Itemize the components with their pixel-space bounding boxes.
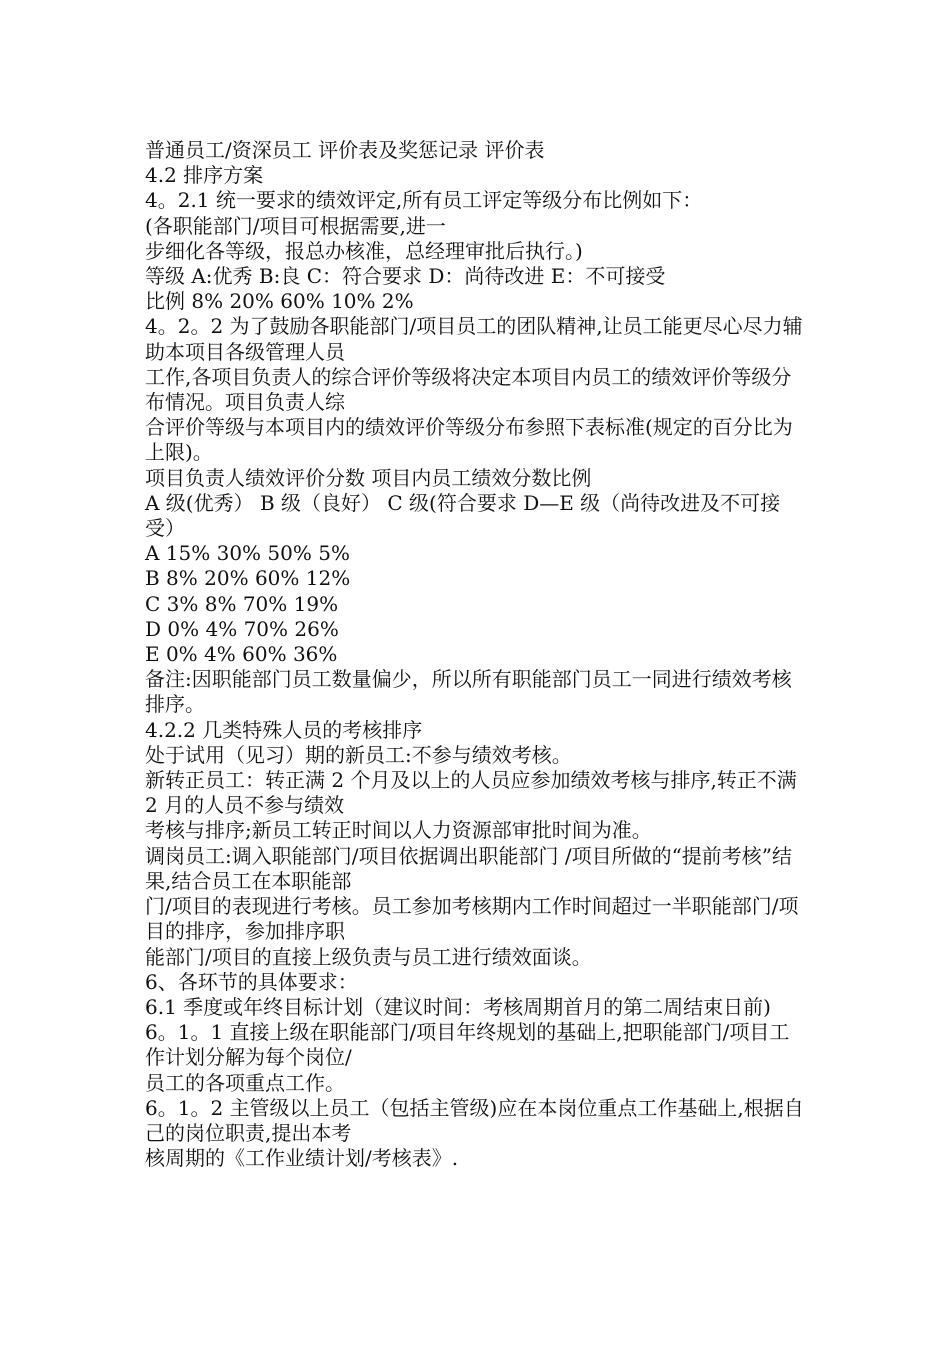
table-header-row: A 级(优秀） B 级（良好） C 级(符合要求 D—E 级（尚待改进及不可接受） bbox=[145, 490, 781, 541]
clause-4-2-2-cont: 工作,各项目负责人的综合评价等级将决定本项目内员工的绩效评价等级分布情况。项目负责人综 bbox=[145, 364, 792, 415]
new-regular-rule-cont: 考核与排序;新员工转正时间以人力资源部审批时间为准。 bbox=[145, 818, 652, 843]
section-heading-6: 6、各环节的具体要求： bbox=[145, 969, 358, 994]
clause-4-2-1-note-cont: 步细化各等级，报总办核准，总经理审批后执行。) bbox=[145, 238, 583, 263]
grade-row: 等级 A:优秀 B:良 C：符合要求 D：尚待改进 E：不可接受 bbox=[145, 264, 666, 289]
clause-4-2-2: 4。2。2 为了鼓励各职能部门/项目员工的团队精神,让员工能更尽心尽力辅助本项目各级管理人员 bbox=[145, 314, 803, 364]
transfer-rule-cont-2: 能部门/项目的直接上级负责与员工进行绩效面谈。 bbox=[145, 944, 592, 969]
clause-6-1: 6.1 季度或年终目标计划（建议时间：考核周期首月的第二周结束日前) bbox=[145, 994, 771, 1019]
doc-heading: 普通员工/资深员工 评价表及奖惩记录 评价表 bbox=[145, 138, 545, 162]
table-row-e: E 0% 4% 60% 36% bbox=[145, 642, 338, 667]
clause-6-1-2-cont: 核周期的《工作业绩计划/考核表》. bbox=[145, 1146, 459, 1171]
new-regular-rule: 新转正员工：转正满 2 个月及以上的人员应参加绩效考核与排序,转正不满 2 月的人员不参与绩效 bbox=[145, 768, 804, 818]
remark: 备注:因职能部门员工数量偏少，所以所有职能部门员工一同进行绩效考核排序。 bbox=[145, 667, 792, 717]
clause-6-1-1: 6。1。1 直接上级在职能部门/项目年终规划的基础上,把职能部门/项目工作计划分解为每个岗位/ bbox=[145, 1020, 790, 1070]
ratio-row: 比例 8% 20% 60% 10% 2% bbox=[145, 289, 414, 314]
clause-6-1-1-cont: 员工的各项重点工作。 bbox=[145, 1070, 345, 1095]
clause-4-2-2-cont-2: 合评价等级与本项目内的绩效评价等级分布参照下表标准(规定的百分比为上限)。 bbox=[145, 415, 793, 465]
section-heading-4-2: 4.2 排序方案 bbox=[145, 163, 264, 188]
clause-4-2-1: 4。2.1 统一要求的绩效评定,所有员工评定等级分布比例如下： bbox=[145, 188, 703, 213]
table-row-d: D 0% 4% 70% 26% bbox=[145, 616, 339, 641]
clause-6-1-2: 6。1。2 主管级以上员工（包括主管级)应在本岗位重点工作基础上,根据自己的岗位职责,提出本考 bbox=[145, 1095, 804, 1145]
section-heading-special: 4.2.2 几类特殊人员的考核排序 bbox=[145, 717, 423, 742]
table-title: 项目负责人绩效评价分数 项目内员工绩效分数比例 bbox=[145, 465, 592, 490]
table-row-b: B 8% 20% 60% 12% bbox=[145, 566, 351, 591]
document-body bbox=[145, 138, 805, 1171]
probation-rule: 处于试用（见习）期的新员工:不参与绩效考核。 bbox=[145, 742, 572, 767]
clause-4-2-1-note: (各职能部门/项目可根据需要,进一 bbox=[145, 213, 446, 238]
table-row-c: C 3% 8% 70% 19% bbox=[145, 591, 339, 616]
table-row-a: A 15% 30% 50% 5% bbox=[145, 541, 350, 566]
transfer-rule: 调岗员工:调入职能部门/项目依据调出职能部门 /项目所做的“提前考核”结果,结合员工在本职能部 bbox=[145, 843, 793, 893]
transfer-rule-cont: 门/项目的表现进行考核。员工参加考核期内工作时间超过一半职能部门/项目的排序，参加排序职 bbox=[145, 894, 799, 944]
